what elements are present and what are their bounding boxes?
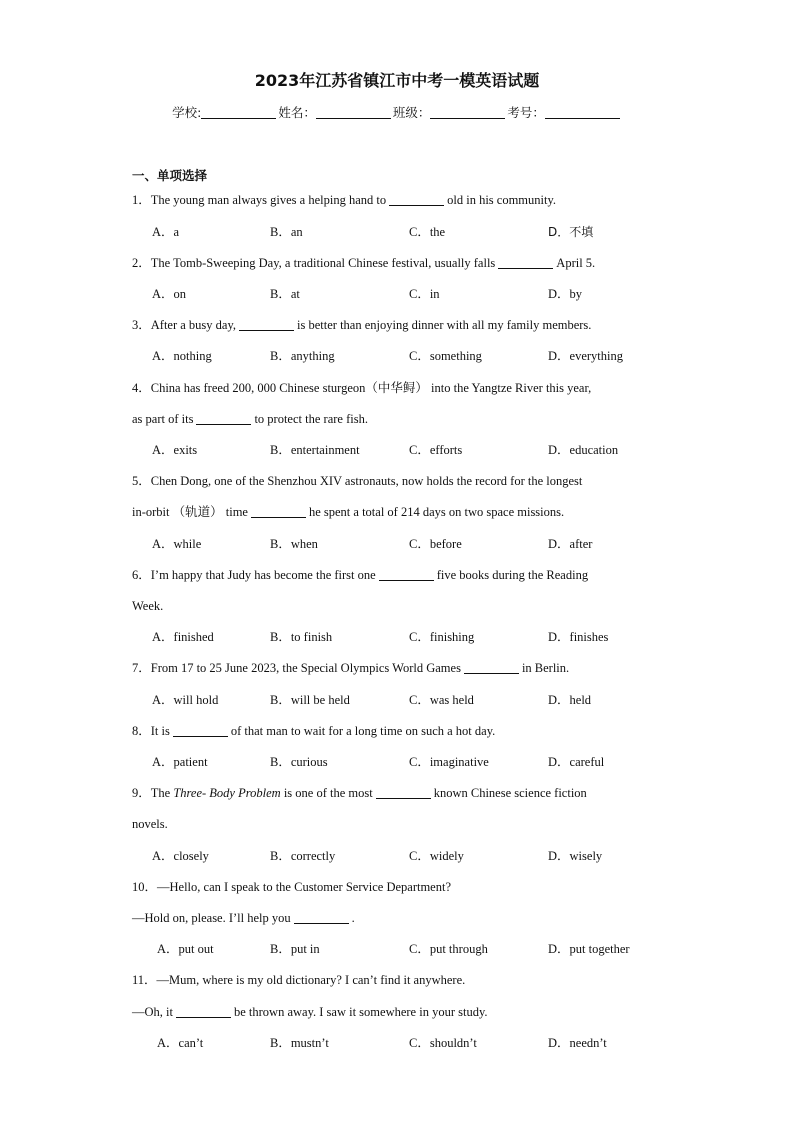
question-1-options	[0, 224, 794, 240]
question-4-stem	[132, 380, 591, 396]
question-10-stem-line2	[132, 910, 355, 926]
stem-text: April 5.	[556, 256, 596, 270]
answer-blank[interactable]	[498, 257, 553, 269]
class-label: 班级：	[392, 105, 431, 120]
answer-blank[interactable]	[251, 506, 306, 518]
question-9-stem-line2	[132, 816, 168, 832]
stem-text: to protect the rare fish.	[254, 412, 368, 426]
option-a[interactable]: A．exits	[152, 443, 198, 457]
option-a[interactable]: A．finished	[152, 630, 214, 644]
stem-text: 5．Chen Dong, one of the Shenzhou XIV astronauts, now holds the record for the longest	[132, 474, 583, 488]
option-c[interactable]: C．imaginative	[409, 755, 489, 769]
option-b[interactable]: B．when	[270, 537, 318, 551]
stem-text: known Chinese science fiction	[433, 786, 587, 800]
book-title: Three- Body Problem	[173, 786, 281, 800]
option-c[interactable]: C．the	[409, 225, 446, 239]
question-2-options	[0, 286, 794, 302]
school-blank[interactable]	[201, 106, 276, 119]
name-blank[interactable]	[316, 106, 391, 119]
answer-blank[interactable]	[294, 912, 349, 924]
option-d[interactable]: D．education	[548, 443, 619, 457]
answer-blank[interactable]	[173, 725, 228, 737]
option-a[interactable]: A．patient	[152, 755, 208, 769]
option-c[interactable]: C．finishing	[409, 630, 475, 644]
stem-text: 9．The	[132, 786, 171, 800]
option-c[interactable]: C．was held	[409, 693, 474, 707]
answer-blank[interactable]	[196, 413, 251, 425]
answer-blank[interactable]	[176, 1006, 231, 1018]
option-b[interactable]: B．entertainment	[270, 443, 360, 457]
option-d[interactable]: D．by	[548, 287, 583, 301]
number-label: 考号：	[507, 105, 545, 120]
option-b[interactable]: B．an	[270, 225, 303, 239]
answer-blank[interactable]	[464, 662, 519, 674]
option-a[interactable]: A．can’t	[157, 1036, 204, 1050]
question-9-stem	[132, 785, 587, 801]
stem-text: —Oh, it	[132, 1005, 173, 1019]
stem-text: he spent a total of 214 days on two space missions.	[308, 505, 565, 519]
question-2-stem	[132, 255, 595, 271]
stem-text: —Hold on, please. I’ll help you	[132, 911, 291, 925]
stem-text: novels.	[132, 817, 168, 831]
option-d[interactable]: D．held	[548, 693, 592, 707]
question-9-options	[0, 848, 794, 864]
option-b[interactable]: B．will be held	[270, 693, 350, 707]
question-11-stem-line2	[132, 1004, 488, 1020]
option-c[interactable]: C．something	[409, 349, 482, 363]
name-label: 姓名：	[278, 105, 316, 120]
option-d[interactable]: D．wisely	[548, 849, 603, 863]
stem-text: of that man to wait for a long time on such a hot day.	[230, 724, 496, 738]
question-7-options	[0, 692, 794, 708]
stem-text: 6．I’m happy that Judy has become the first one	[132, 568, 376, 582]
option-c[interactable]: C．widely	[409, 849, 464, 863]
option-a[interactable]: A．while	[152, 537, 202, 551]
question-4-options	[0, 442, 794, 458]
option-c[interactable]: C．efforts	[409, 443, 463, 457]
option-b[interactable]: B．anything	[270, 349, 335, 363]
stem-text: Week.	[132, 599, 164, 613]
answer-blank[interactable]	[239, 319, 294, 331]
option-d[interactable]: D．after	[548, 537, 593, 551]
page-title: 2023年江苏省镇江市中考一模英语试题	[254, 71, 540, 90]
stem-text: 4．China has freed 200, 000 Chinese sturgeon（中华鲟） into the Yangtze River this year,	[132, 381, 592, 395]
student-info-row	[0, 103, 794, 121]
option-a[interactable]: A．closely	[152, 849, 209, 863]
answer-blank[interactable]	[389, 194, 444, 206]
option-c[interactable]: C．before	[409, 537, 462, 551]
option-b[interactable]: B．correctly	[270, 849, 336, 863]
stem-text: old in his community.	[447, 193, 557, 207]
stem-text: 10．—Hello, can I speak to the Customer Service Department?	[132, 880, 452, 894]
question-10-stem	[132, 879, 451, 895]
option-b[interactable]: B．put in	[270, 942, 320, 956]
stem-text: 3．After a busy day,	[132, 318, 237, 332]
option-b[interactable]: B．mustn’t	[270, 1036, 329, 1050]
option-c[interactable]: C．in	[409, 287, 440, 301]
stem-text: five books during the Reading	[436, 568, 589, 582]
question-7-stem	[132, 660, 569, 676]
number-blank[interactable]	[545, 106, 620, 119]
option-d[interactable]: D．everything	[548, 349, 623, 363]
question-5-stem	[132, 473, 582, 489]
stem-text: is one of the most	[283, 786, 373, 800]
option-c[interactable]: C．put through	[409, 942, 488, 956]
question-6-options	[0, 629, 794, 645]
option-d[interactable]: D．put together	[548, 942, 630, 956]
stem-text: 8．It is	[132, 724, 170, 738]
option-d[interactable]: D．needn’t	[548, 1036, 607, 1050]
option-a[interactable]: A．a	[152, 225, 180, 239]
stem-text: be thrown away. I saw it somewhere in your study.	[233, 1005, 488, 1019]
question-6-stem-line2	[132, 598, 163, 614]
answer-blank[interactable]	[379, 569, 434, 581]
stem-text: as part of its	[132, 412, 194, 426]
question-11-stem	[132, 972, 465, 988]
question-11-options	[0, 1035, 794, 1051]
stem-text: 11．—Mum, where is my old dictionary? I can’t find it anywhere.	[132, 973, 466, 987]
question-10-options	[0, 941, 794, 957]
option-a[interactable]: A．will hold	[152, 693, 219, 707]
class-blank[interactable]	[430, 106, 505, 119]
question-4-stem-line2	[132, 411, 368, 427]
question-8-stem	[132, 723, 495, 739]
stem-text: is better than enjoying dinner with all my family members.	[297, 318, 592, 332]
question-1-stem	[132, 192, 556, 208]
question-6-stem	[132, 567, 588, 583]
question-3-stem	[132, 317, 591, 333]
answer-blank[interactable]	[376, 787, 431, 799]
option-a[interactable]: A．on	[152, 287, 187, 301]
question-5-stem-line2	[132, 504, 564, 520]
stem-text: 1．The young man always gives a helping hand to	[132, 193, 387, 207]
section-title: 一、单项选择	[132, 168, 208, 183]
option-c[interactable]: C．shouldn’t	[409, 1036, 477, 1050]
option-b[interactable]: B．curious	[270, 755, 328, 769]
option-d[interactable]: D．不填	[548, 225, 594, 239]
option-b[interactable]: B．to finish	[270, 630, 333, 644]
question-8-options	[0, 754, 794, 770]
option-b[interactable]: B．at	[270, 287, 300, 301]
stem-text: .	[351, 911, 355, 925]
option-a[interactable]: A．put out	[157, 942, 214, 956]
option-a[interactable]: A．nothing	[152, 349, 212, 363]
option-d[interactable]: D．careful	[548, 755, 605, 769]
question-3-options	[0, 348, 794, 364]
stem-text: in-orbit （轨道） time	[132, 505, 248, 519]
option-d[interactable]: D．finishes	[548, 630, 609, 644]
stem-text: 2．The Tomb-Sweeping Day, a traditional Chinese festival, usually falls	[132, 256, 496, 270]
stem-text: in Berlin.	[521, 661, 570, 675]
question-5-options	[0, 536, 794, 552]
stem-text: 7．From 17 to 25 June 2023, the Special Olympics World Games	[132, 661, 461, 675]
school-label: 学校:	[172, 105, 202, 120]
